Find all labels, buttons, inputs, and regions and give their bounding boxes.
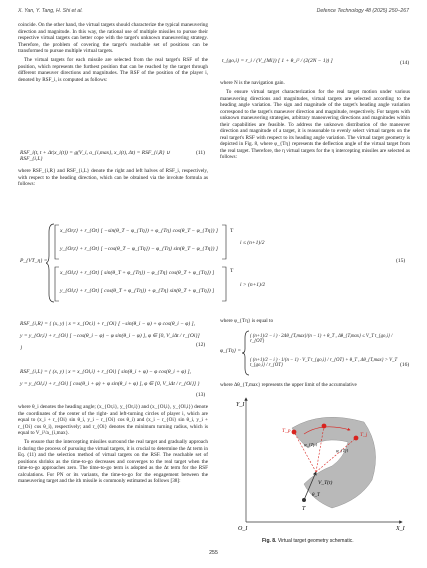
- running-header-authors: X. Yan, Y. Tang, H. Shi et al.: [18, 8, 83, 14]
- page-number: 255: [209, 550, 218, 556]
- deflection-angle-label-p: φ_{Tp}: [304, 442, 318, 447]
- origin-label: O_I: [238, 526, 248, 532]
- right-column-mid: [220, 318, 410, 327]
- left-column-bottom: [18, 404, 208, 487]
- equation-13-number: (13): [196, 392, 206, 398]
- left-column-cont: [18, 168, 208, 190]
- equation-15-line-1: x_{Or,t} + r_{Ot} [ −sin(θ_T − φ_{Tη}) + φ_{Tη} cos(θ_T − φ_{Tη}) ]: [60, 228, 218, 234]
- equation-15-line-3: x_{Ol,t} + r_{Ot} [ sin(θ_T + φ_{Tη}) − φ_{Tη} cos(θ_T + φ_{Tη}) ]: [60, 270, 215, 276]
- right-column: [220, 80, 410, 163]
- target-label: T: [302, 506, 306, 512]
- figure-caption: [262, 538, 354, 544]
- equation-15-cond-2: i > (n+1)/2: [240, 282, 266, 288]
- equation-15-bracket-2r: [221, 266, 227, 302]
- right-paragraph-1: where N is the navigation gain.: [220, 80, 285, 86]
- right-column-bottom: [220, 382, 410, 391]
- equation-14: t_{go,i} = r_i / (V_{Mi}) [ 1 + θ_i² / (2(2N − 1)) ]: [222, 58, 333, 64]
- figure-caption-text: Virtual target geometry schematic.: [277, 538, 354, 544]
- y-axis-label: Y_I: [236, 402, 245, 408]
- left-paragraph-3: where RSF_{i,R} and RSF_{i,L} denote the right and left halves of RSF_i, respectively, with respect to the heading direction, which can be obtained via the involute formula as follows:: [18, 168, 208, 187]
- real-target-point: [302, 498, 306, 502]
- equation-12: [20, 318, 200, 354]
- equation-16-row-1: ( (n+1)/2 − i ) · 2Δθ_{T,max}/(n − 1) + θ_T , Δθ_{T,max} ≤ V_T t_{go,i} / r_{OT}: [250, 334, 393, 344]
- equation-12-line-2: y = y_{Or,i} + r_{Oi} [ −cos(θ_i − φ) − φ sin(θ_i − φ) ], φ ∈ [0, V_iΔt / r_{Oi}] }: [20, 333, 200, 351]
- equation-15-lhs: P_{VT_η} =: [20, 258, 48, 264]
- virtual-target-point: [354, 436, 359, 441]
- equation-11: RSF_i(t, t + Δt|x_i(t)) = g(V_i, a_{i,max}, x_i(t), Δt) = RSF_{i,R} ∪ RSF_{i,L}: [20, 150, 170, 162]
- equation-12-line-1: RSF_{i,R} = { (x, y) | x = x_{Or,i} + r_{Oi} [ −sin(θ_i − φ) + φ cos(θ_i − φ) ],: [20, 321, 196, 327]
- velocity-label: V_T(t): [318, 480, 333, 486]
- reachable-set-region: [292, 417, 376, 508]
- x-axis-label: X_I: [396, 526, 405, 532]
- equation-15-number: (15): [396, 258, 406, 264]
- equation-15-line-2: y_{Or,t} + r_{Ot} [ −cos(θ_T − φ_{Tη}) − φ_{Tη} sin(θ_T − φ_{Tη}) ]: [60, 246, 218, 252]
- right-paragraph-3: where φ_{Tη} is equal to: [220, 318, 274, 324]
- equation-15-cond-1: i ≤ (n+1)/2: [240, 240, 265, 246]
- equation-12-number: (12): [196, 342, 206, 348]
- equation-16-row-2: ( (n+1)/2 − i ) · 1/(n − 1) · V_T t_{go,i} / r_{OT} + θ_T , Δθ_{T,max} > V_T t_{go,i} / r_{OT}: [250, 358, 398, 368]
- virtual-target-point: [292, 430, 297, 435]
- virtual-target-label-p: T_p: [282, 428, 291, 434]
- virtual-target-label-j: T_j: [360, 432, 368, 438]
- equation-14-number: (14): [400, 60, 410, 66]
- equation-15: [18, 222, 410, 304]
- equation-16-brace: [242, 330, 250, 376]
- equation-16-number: (16): [400, 362, 410, 368]
- equation-13-line-1: RSF_{i,L} = { (x, y) | x = x_{Ol,i} + r_{Oi} [ sin(θ_i + φ) − φ cos(θ_i + φ) ],: [20, 369, 192, 375]
- running-header-journal: Defence Technology 48 (2025) 250–267: [316, 8, 409, 14]
- equation-13-line-2: y = y_{Ol,i} + r_{Oi} [ cos(θ_i + φ) + φ sin(θ_i + φ) ], φ ∈ [0, V_iΔt / r_{Oi}] }: [20, 381, 200, 387]
- right-paragraph-2: To ensure virtual target characterization for the real target motion under various maneuvering directions and magnitudes, virtual targets are selected according to the heading angle variation. The sign and magnitude of the target's heading angle variation correspond to the target's maneuver direction and magnitude, respectively. For targets with unknown maneuvering strategies, arbitrary maneuvering directions and magnitudes within their capabilities are feasible. To address the unknown distribution of the maneuver direction and magnitude of a target, it is reasonable to evenly select virtual targets on the real target's RSF with respect to its heading angle variation. The virtual target geometry is depicted in Fig. 8, where φ_{Tη} represents the deflection angle of the virtual target from the real target. Therefore, the η virtual targets for the η intercepting missiles are selected as follows:: [220, 89, 410, 160]
- left-paragraph-2: The virtual targets for each missile are selected from the real target's RSF of the position, which represents the furthest position that can be reached by the target through different maneuver directions and magnitudes. The RSF of the position of the player i, denoted by RSF_i, is computed as follows:: [18, 57, 208, 83]
- equation-15-transpose-1: T: [230, 228, 234, 234]
- figure-caption-number: Fig. 8.: [262, 538, 277, 544]
- heading-angle-label: θ_T: [312, 493, 320, 498]
- equation-13: [20, 366, 200, 390]
- left-paragraph-4: where θ_i denotes the heading angle; (x_{Or,i}, y_{Or,i}) and (x_{Ol,i}, y_{Ol,i}) denote the coordinates of the center of the right- and left-turning circles of player i, which are equal to (x_i + r_{Oi} sin θ_i, y_i − r_{Oi} cos θ_i) and (x_i − r_{Oi} sin θ_i, y_i + r_{Oi} cos θ_i), respectively; and r_{Oi} denotes the minimum turning radius, which is equal to V_i²/a_{i,max}.: [18, 404, 208, 436]
- virtual-target-point: [322, 424, 327, 429]
- left-paragraph-5: To ensure that the intercepting missiles surround the real target and gradually approach it during the process of pursuing the virtual targets, it is crucial to determine the Δt term in Eq. (11) and the selection method of virtual targets on the RSF. The reachable set of positions shrinks as the time-to-go decreases and converges to the real target when the time-to-go approaches zero. The time-to-go term is adopted as the Δt term for the RSF calculations. For PN or its variants, the time-to-go for the engagement between the maneuvering target and the ith missile is commonly estimated as follows [38]:: [18, 439, 208, 484]
- equation-16-lhs: φ_{Tη} =: [220, 348, 242, 354]
- left-column: [18, 22, 208, 86]
- right-paragraph-4: where Δθ_{T,max} represents the upper limit of the accumulative: [220, 382, 357, 388]
- equation-15-line-4: y_{Ol,t} + r_{Ot} [ cos(θ_T + φ_{Tη}) + φ_{Tη} sin(θ_T + φ_{Tη}) ]: [60, 288, 215, 294]
- virtual-target-figure: [232, 392, 412, 532]
- deflection-angle-label-j: φ_{Tj}: [336, 448, 349, 453]
- equation-11-number: (11): [196, 150, 205, 156]
- equation-16: [220, 328, 410, 378]
- left-paragraph-1: coincide. On the other hand, the virtual targets should characterize the typical maneuvering direction and magnitude. In this way, the rational use of multiple missiles to pursue their respective virtual targets can better cope with the target's unknown maneuvering strategy. Therefore, the problem of covering the target's reachable set of positions can be transformed to pursue multiple virtual targets.: [18, 22, 208, 54]
- equation-15-transpose-2: T: [230, 268, 234, 274]
- equation-15-bracket-1r: [221, 224, 227, 260]
